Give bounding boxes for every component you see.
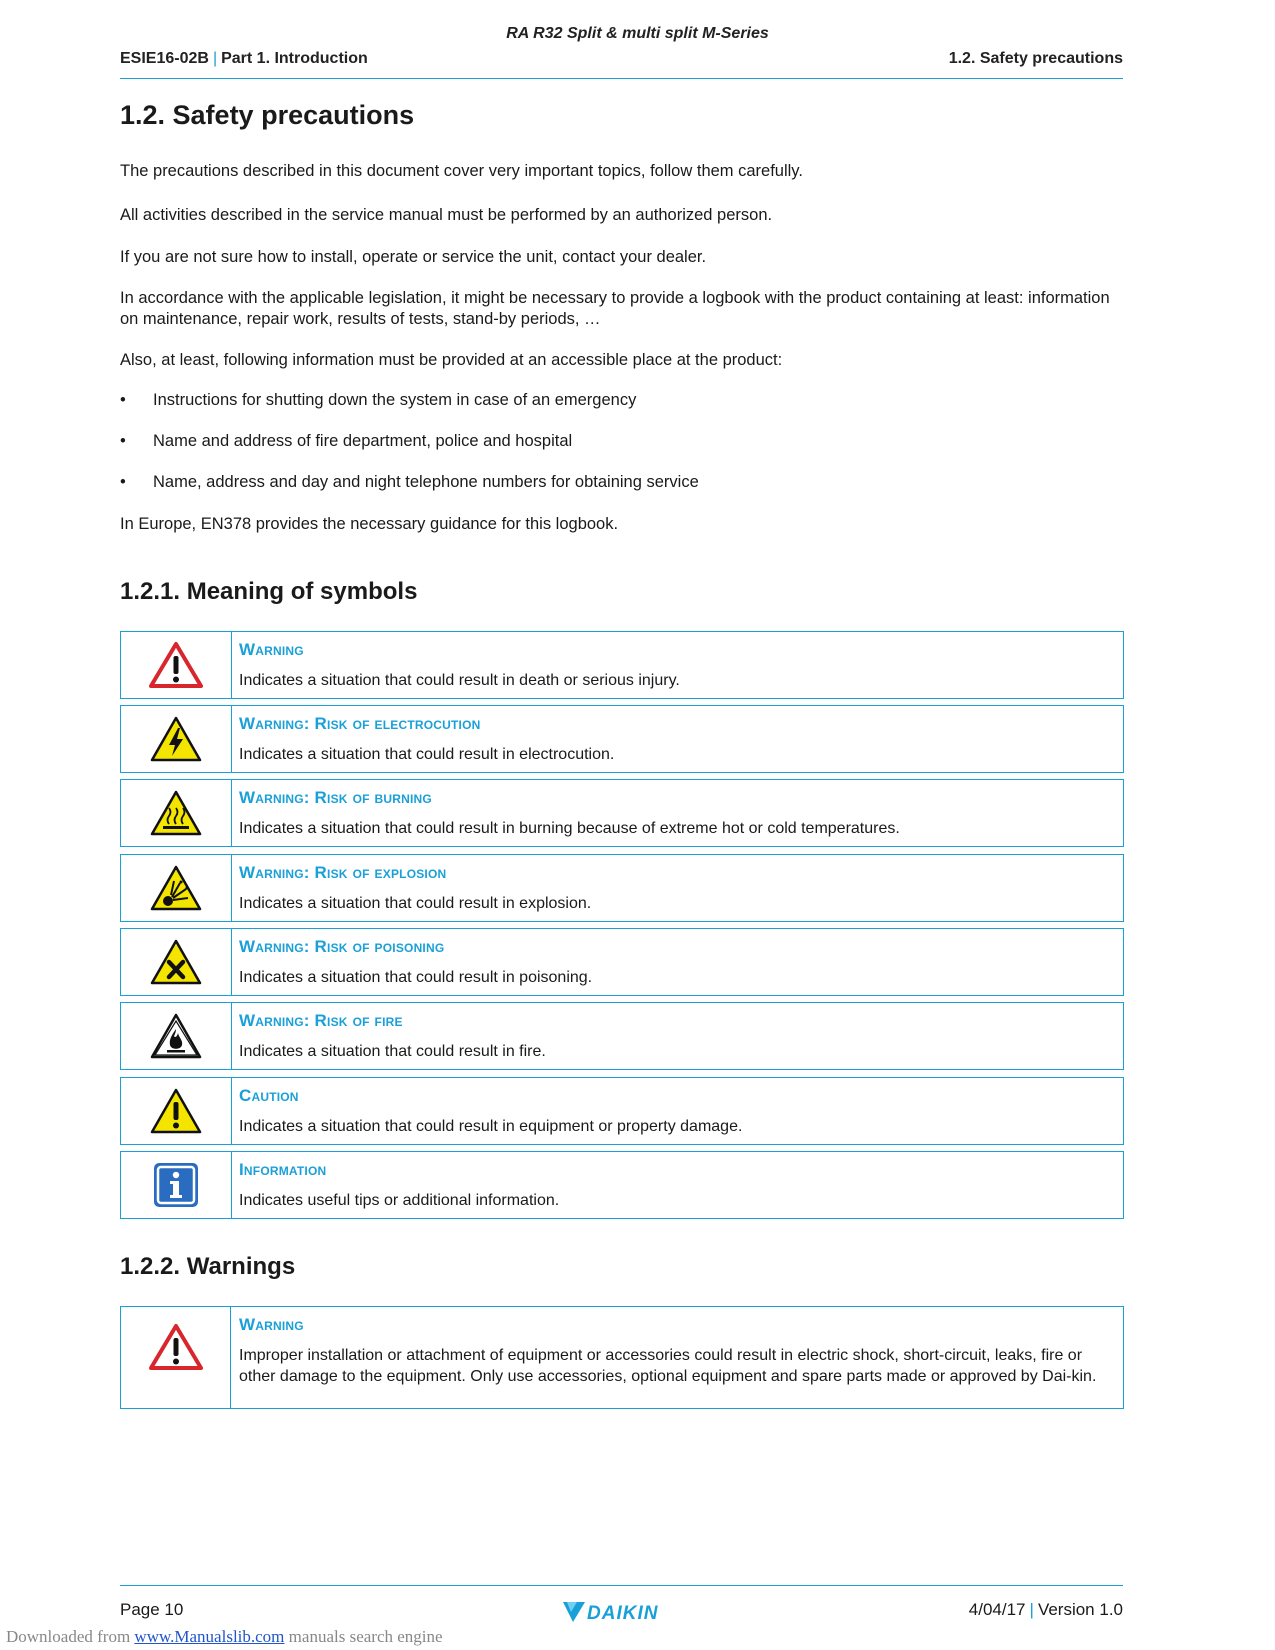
symbol-row-caution xyxy=(120,1077,1124,1145)
symbol-heading: Caution xyxy=(239,1086,299,1105)
footer-separator: | xyxy=(1029,1600,1034,1619)
symbol-row-warning xyxy=(120,631,1124,699)
footer-right xyxy=(969,1600,1123,1620)
electrocution-icon xyxy=(150,716,202,762)
poisoning-icon xyxy=(150,939,202,985)
explosion-icon xyxy=(150,865,202,911)
bullet-item xyxy=(120,391,636,410)
download-note xyxy=(6,1627,443,1647)
caution-icon xyxy=(150,1088,202,1134)
page-title: 1.2. Safety precautions xyxy=(120,100,415,130)
warnings-table xyxy=(120,1306,1124,1409)
symbol-row-fire xyxy=(120,1002,1124,1070)
paragraph-1: The precautions described in this document cover very important topics, follow them carefully. xyxy=(120,162,803,180)
warning-description: Improper installation or attachment of equipment or accessories could result in electric shock, short-circuit, leaks, fire or other damage to the equipment. Only use accessories, optional equipment and spare parts made or approved by Dai-kin. xyxy=(239,1347,1097,1385)
header-left xyxy=(120,50,368,68)
burning-icon xyxy=(150,790,202,836)
footer-rule xyxy=(120,1585,1123,1586)
symbols-table xyxy=(120,631,1124,1221)
symbol-row-burning xyxy=(120,779,1124,847)
symbol-row-information xyxy=(120,1151,1124,1219)
bullet-item xyxy=(120,473,699,492)
symbol-row-electrocution xyxy=(120,705,1124,773)
logo-text: DAIKIN xyxy=(587,1603,659,1624)
daikin-logo xyxy=(563,1600,683,1624)
warning-heading: Warning xyxy=(239,1315,304,1334)
symbol-heading: Information xyxy=(239,1160,327,1179)
symbol-heading: Warning: Risk of explosion xyxy=(239,863,447,882)
symbol-description: Indicates a situation that could result in poisoning. xyxy=(239,969,593,986)
symbol-heading: Warning: Risk of fire xyxy=(239,1011,403,1030)
header-section: 1.2. Safety precautions xyxy=(948,50,1123,67)
symbol-description: Indicates a situation that could result in fire. xyxy=(239,1043,546,1060)
header-rule xyxy=(120,78,1123,79)
information-icon xyxy=(152,1161,200,1209)
symbol-heading: Warning: Risk of burning xyxy=(239,788,432,807)
bullet-dot: • xyxy=(120,432,126,450)
symbol-description: Indicates useful tips or additional information. xyxy=(239,1192,560,1209)
page-number: Page 10 xyxy=(120,1600,184,1619)
bullet-dot: • xyxy=(120,473,126,491)
paragraph-3: If you are not sure how to install, operate or service the unit, contact your dealer. xyxy=(120,248,707,266)
header-separator: | xyxy=(212,50,218,67)
manualslib-link[interactable]: www.Manualslib.com xyxy=(134,1627,285,1646)
symbol-description: Indicates a situation that could result in death or serious injury. xyxy=(239,672,680,689)
fire-icon xyxy=(150,1013,202,1059)
warning-exclamation-icon xyxy=(149,1323,203,1371)
symbol-heading: Warning xyxy=(239,640,304,659)
download-prefix: Downloaded from xyxy=(6,1627,131,1646)
bullet-item xyxy=(120,432,572,451)
symbol-heading: Warning: Risk of poisoning xyxy=(239,937,445,956)
paragraph-2: All activities described in the service manual must be performed by an authorized person. xyxy=(120,206,773,224)
doc-code: ESIE16-02B xyxy=(120,50,209,67)
bullet-dot: • xyxy=(120,391,126,409)
footer-date: 4/04/17 xyxy=(968,1600,1026,1619)
bullet-text: Instructions for shutting down the system in case of an emergency xyxy=(153,391,637,409)
symbol-description: Indicates a situation that could result in explosion. xyxy=(239,895,592,912)
warnings-section-title: 1.2.2. Warnings xyxy=(120,1253,296,1280)
warning-exclamation-icon xyxy=(149,641,203,689)
document-title: RA R32 Split & multi split M-Series xyxy=(506,25,769,42)
part-label: Part 1. Introduction xyxy=(221,50,368,67)
symbol-description: Indicates a situation that could result in equipment or property damage. xyxy=(239,1118,743,1135)
download-suffix: manuals search engine xyxy=(288,1627,443,1646)
closing-paragraph: In Europe, EN378 provides the necessary guidance for this logbook. xyxy=(120,515,619,533)
symbol-description: Indicates a situation that could result in electrocution. xyxy=(239,746,615,763)
warning-row xyxy=(120,1306,1124,1409)
symbols-section-title: 1.2.1. Meaning of symbols xyxy=(120,578,418,605)
symbol-heading: Warning: Risk of electrocution xyxy=(239,714,481,733)
footer-version: Version 1.0 xyxy=(1037,1600,1123,1619)
symbol-description: Indicates a situation that could result in burning because of extreme hot or cold temperatures. xyxy=(239,820,900,837)
paragraph-4: In accordance with the applicable legislation, it might be necessary to provide a logbook with the product containing at least: information on maintenance, repair work, results of tests, stand-by periods, … xyxy=(120,289,1110,328)
bullet-text: Name and address of fire department, police and hospital xyxy=(153,432,573,450)
paragraph-5: Also, at least, following information must be provided at an accessible place at the product: xyxy=(120,351,783,369)
symbol-row-explosion xyxy=(120,854,1124,922)
bullet-text: Name, address and day and night telephone numbers for obtaining service xyxy=(153,473,699,491)
symbol-row-poisoning xyxy=(120,928,1124,996)
